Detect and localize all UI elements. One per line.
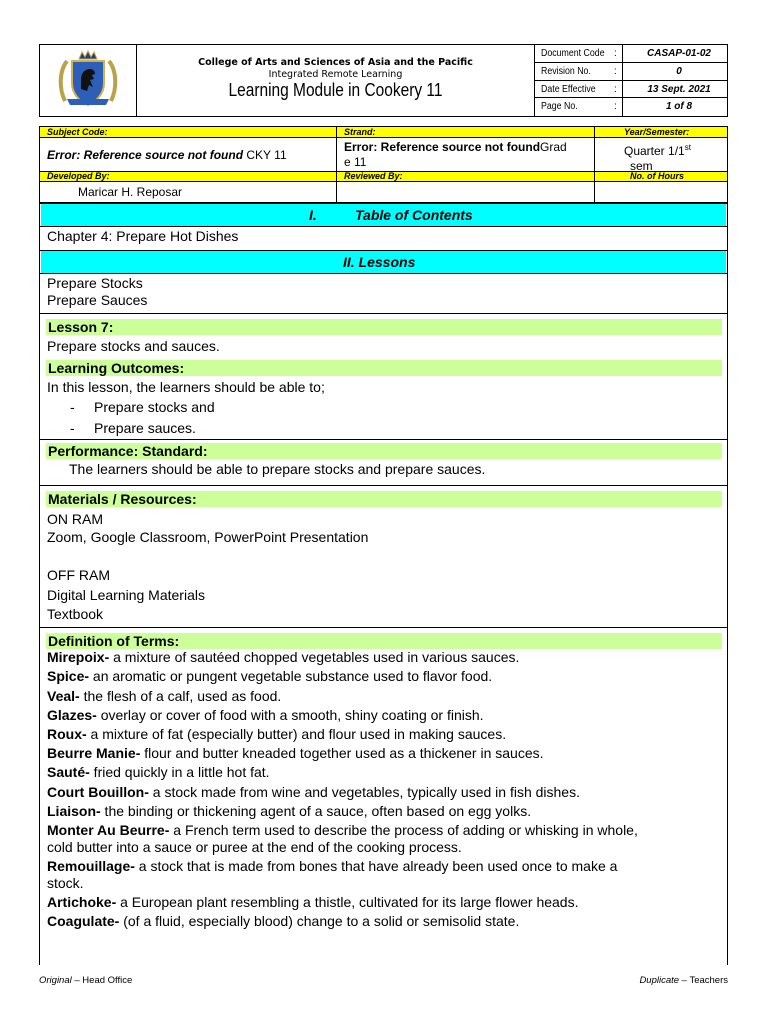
material-line: ON RAM	[47, 511, 103, 527]
lesson7-heading: Lesson 7:	[46, 319, 722, 335]
meta-date-effective: Date Effective : 13 Sept. 2021	[535, 81, 728, 99]
strand-value: Error: Reference source not foundGrad e 11	[344, 140, 567, 169]
lesson-item: Prepare Sauces	[47, 292, 148, 308]
subject-code-value: Error: Reference source not found CKY 11	[47, 148, 287, 162]
definition-item: Court Bouillon- a stock made from wine and vegetables, typically used in fish dishes.	[47, 784, 580, 800]
module-body	[39, 203, 728, 965]
material-line: Zoom, Google Classroom, PowerPoint Presentation	[47, 529, 369, 545]
bullet-dash: -	[70, 399, 75, 415]
outcomes-intro: In this lesson, the learners should be able to;	[47, 379, 325, 395]
material-line: Digital Learning Materials	[47, 587, 205, 603]
toc-chapter: Chapter 4: Prepare Hot Dishes	[47, 228, 239, 244]
toc-heading: I. Table of Contents	[41, 204, 726, 226]
logo-cell	[40, 45, 137, 116]
college-name: College of Arts and Sciences of Asia and the Pacific	[198, 57, 473, 68]
meta-revision-no: Revision No. : 0	[535, 63, 728, 81]
definition-item: Spice- an aromatic or pungent vegetable substance used to flavor food.	[47, 668, 493, 684]
lessons-heading: II. Lessons	[41, 251, 726, 273]
meta-document-code: Document Code : CASAP-01-02	[535, 45, 728, 63]
reviewed-by-label: Reviewed By:	[344, 171, 403, 181]
no-of-hours-label: No. of Hours	[630, 171, 684, 181]
year-semester-label: Year/Semester:	[624, 127, 690, 137]
footer-left: Original – Head Office	[39, 975, 133, 986]
performance-heading: Performance: Standard:	[46, 443, 722, 459]
outcomes-heading: Learning Outcomes:	[46, 360, 722, 376]
material-line: OFF RAM	[47, 567, 110, 583]
program-name: Integrated Remote Learning	[268, 69, 403, 80]
year-semester-value: Quarter 1/1st sem	[624, 143, 691, 173]
definition-item: Sauté- fried quickly in a little hot fat.	[47, 764, 270, 780]
course-info-table	[39, 126, 728, 203]
definition-item: Mirepoix- a mixture of sautéed chopped vegetables used in various sauces.	[47, 649, 520, 665]
materials-heading: Materials / Resources:	[46, 491, 722, 507]
definitions-heading: Definition of Terms:	[46, 633, 722, 649]
outcome-item: Prepare sauces.	[94, 420, 196, 436]
definition-item: Veal- the flesh of a calf, used as food.	[47, 688, 282, 704]
definition-item-continued: cold butter into a sauce or puree at the end of the cooking process.	[47, 839, 462, 855]
material-line: Textbook	[47, 606, 104, 622]
footer-right: Duplicate – Teachers	[639, 975, 728, 986]
definition-item: Artichoke- a European plant resembling a thistle, cultivated for its large flower heads.	[47, 894, 579, 910]
definition-item: Glazes- overlay or cover of food with a smooth, shiny coating or finish.	[47, 707, 484, 723]
strand-label: Strand:	[344, 127, 376, 137]
definition-item: Liaison- the binding or thickening agent of a sauce, often based on egg yolks.	[47, 803, 532, 819]
outcome-item: Prepare stocks and	[94, 399, 215, 415]
developed-by-value: Maricar H. Reposar	[78, 185, 183, 199]
college-crest-icon	[57, 49, 119, 111]
developed-by-label: Developed By:	[47, 171, 110, 181]
performance-text: The learners should be able to prepare stocks and prepare sauces.	[69, 461, 486, 477]
bullet-dash: -	[70, 420, 75, 436]
document-meta	[535, 45, 728, 116]
definition-item: Beurre Manie- flour and butter kneaded together used as a thickener in sauces.	[47, 745, 544, 761]
definition-item-continued: stock.	[47, 875, 84, 891]
definition-item: Remouillage- a stock that is made from bones that have already been used once to make a	[47, 858, 618, 874]
subject-code-label: Subject Code:	[47, 127, 108, 137]
document-header	[39, 44, 728, 117]
meta-page-no: Page No. : 1 of 8	[541, 101, 693, 113]
header-title-cell	[137, 45, 535, 116]
definition-item: Monter Au Beurre- a French term used to describe the process of adding or whisking in whole,	[47, 822, 638, 838]
lesson-item: Prepare Stocks	[47, 275, 143, 291]
definition-item: Roux- a mixture of fat (especially butter) and flour used in making sauces.	[47, 726, 507, 742]
definition-item: Coagulate- (of a fluid, especially blood) change to a solid or semisolid state.	[47, 913, 520, 929]
lesson7-text: Prepare stocks and sauces.	[47, 338, 220, 354]
module-title: Learning Module in Cookery 11	[228, 80, 443, 100]
